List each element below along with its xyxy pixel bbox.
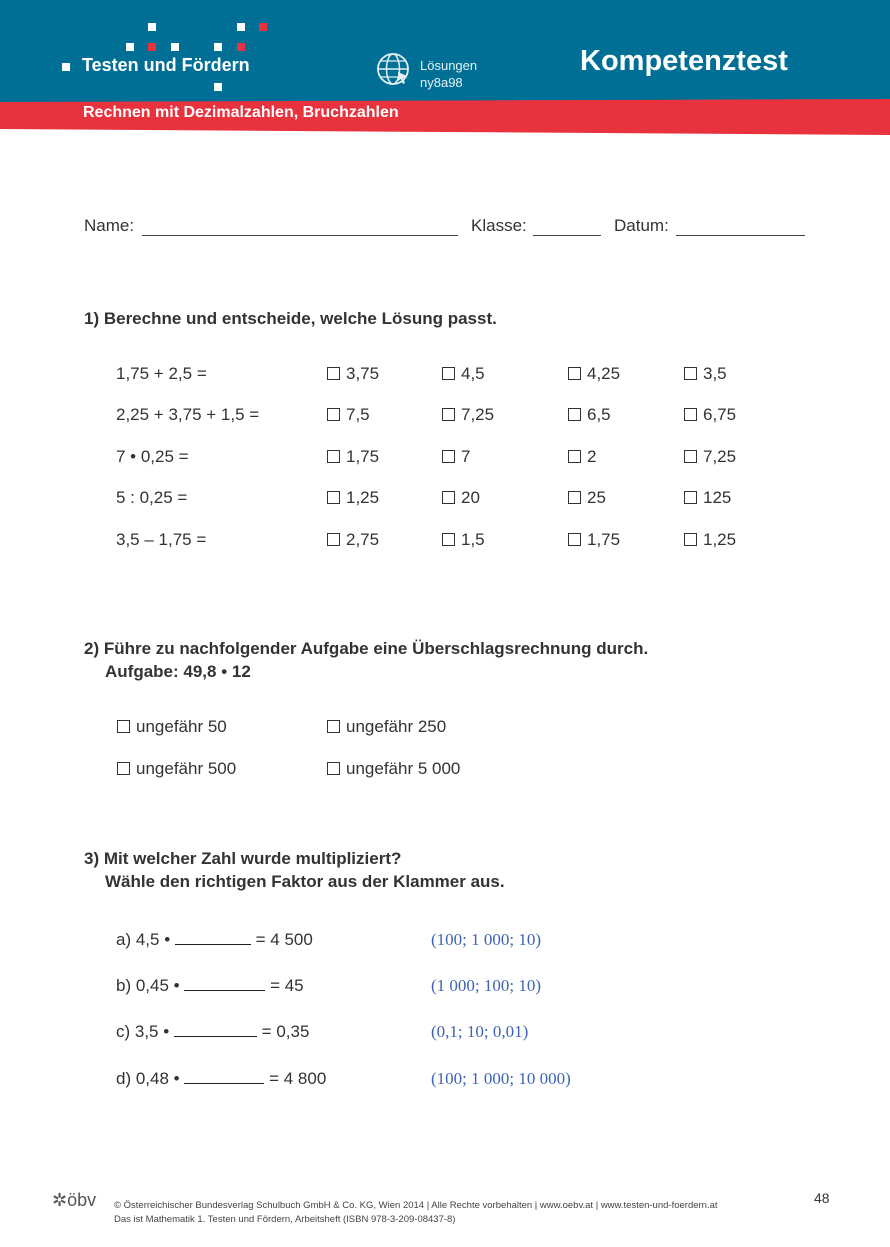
answer-blank[interactable]	[184, 1069, 264, 1084]
task2-option[interactable]: ungefähr 50	[117, 717, 227, 737]
datum-field[interactable]	[676, 235, 805, 236]
logo-square	[237, 43, 245, 51]
task3-item	[116, 1069, 326, 1089]
name-field[interactable]	[142, 235, 458, 236]
logo-square	[62, 63, 70, 71]
task3-right: = 45	[270, 976, 304, 995]
task3-item	[116, 930, 313, 950]
checkbox[interactable]	[684, 367, 697, 380]
task2-option[interactable]: ungefähr 5 000	[327, 759, 460, 779]
task1-expression: 2,25 + 3,75 + 1,5 =	[116, 405, 260, 424]
task1-option[interactable]: 1,25	[684, 530, 736, 550]
footer-copyright	[114, 1199, 718, 1227]
task3-left: d) 0,48 •	[116, 1069, 180, 1088]
checkbox[interactable]	[568, 450, 581, 463]
page-number: 48	[814, 1190, 830, 1206]
task3-choices: (0,1; 10; 0,01)	[431, 1022, 529, 1041]
checkbox[interactable]	[684, 491, 697, 504]
task3-item	[116, 1022, 309, 1042]
logo-square	[148, 43, 156, 51]
logo-square	[148, 23, 156, 31]
task3-left: b) 0,45 •	[116, 976, 180, 995]
task1-option[interactable]: 1,5	[442, 530, 485, 550]
task1-option[interactable]: 7	[442, 447, 470, 467]
task1-option[interactable]: 2,75	[327, 530, 379, 550]
checkbox[interactable]	[327, 367, 340, 380]
checkbox[interactable]	[442, 491, 455, 504]
klasse-field[interactable]	[533, 235, 601, 236]
publisher-logo: ✲öbv	[52, 1190, 97, 1210]
checkbox[interactable]	[327, 533, 340, 546]
task1-expression: 5 : 0,25 =	[116, 488, 188, 507]
task1-option[interactable]: 25	[568, 488, 606, 508]
task1-option[interactable]: 125	[684, 488, 731, 508]
checkbox[interactable]	[684, 408, 697, 421]
task1-option[interactable]: 7,5	[327, 405, 370, 425]
checkbox[interactable]	[117, 762, 130, 775]
task3-left: c) 3,5 •	[116, 1022, 170, 1041]
task1-option[interactable]: 1,25	[327, 488, 379, 508]
task3-subheading: Wähle den richtigen Faktor aus der Klammer aus.	[105, 872, 505, 891]
task1-option[interactable]: 4,25	[568, 364, 620, 384]
logo-square	[171, 43, 179, 51]
checkbox[interactable]	[327, 720, 340, 733]
datum-label: Datum:	[614, 216, 669, 235]
answer-blank[interactable]	[174, 1022, 257, 1037]
klasse-label: Klasse:	[471, 216, 527, 235]
brand-name: Testen und Fördern	[82, 55, 250, 75]
star-icon: ✲	[52, 1190, 68, 1210]
task1-expression: 3,5 – 1,75 =	[116, 530, 207, 549]
checkbox[interactable]	[442, 367, 455, 380]
task1-expression: 7 • 0,25 =	[116, 447, 189, 466]
checkbox[interactable]	[568, 491, 581, 504]
checkbox[interactable]	[117, 720, 130, 733]
loesungen-code[interactable]: ny8a98	[420, 75, 463, 90]
task3-choices: (100; 1 000; 10 000)	[431, 1069, 571, 1088]
footer-line: © Österreichischer Bundesverlag Schulbuch GmbH & Co. KG, Wien 2014 | Alle Rechte vorbehalten | www.oebv.at | www.testen-und-foerdern.at	[114, 1200, 718, 1211]
task1-option[interactable]: 1,75	[327, 447, 379, 467]
task1-expression: 1,75 + 2,5 =	[116, 364, 207, 383]
checkbox[interactable]	[327, 450, 340, 463]
checkbox[interactable]	[442, 533, 455, 546]
task3-heading: 3) Mit welcher Zahl wurde multipliziert?	[84, 849, 402, 868]
task1-heading: 1) Berechne und entscheide, welche Lösung passt.	[84, 309, 497, 328]
name-label: Name:	[84, 216, 135, 235]
task1-option[interactable]: 6,5	[568, 405, 611, 425]
task3-choices: (1 000; 100; 10)	[431, 976, 542, 995]
task1-option[interactable]: 2	[568, 447, 596, 467]
logo-square	[237, 23, 245, 31]
task1-option[interactable]: 6,75	[684, 405, 736, 425]
logo-square	[259, 23, 267, 31]
task1-option[interactable]: 3,75	[327, 364, 379, 384]
footer-line: Das ist Mathematik 1. Testen und Fördern, Arbeitsheft (ISBN 978-3-209-08437-8)	[114, 1214, 456, 1225]
loesungen-label: Lösungen	[420, 58, 478, 73]
checkbox[interactable]	[684, 450, 697, 463]
task1-option[interactable]: 20	[442, 488, 480, 508]
task1-option[interactable]: 4,5	[442, 364, 485, 384]
logo-square	[214, 43, 222, 51]
task2-subheading: Aufgabe: 49,8 • 12	[105, 662, 251, 681]
page-subtitle: Rechnen mit Dezimalzahlen, Bruchzahlen	[83, 104, 399, 121]
task1-option[interactable]: 7,25	[442, 405, 494, 425]
task2-option[interactable]: ungefähr 500	[117, 759, 236, 779]
task3-choices: (100; 1 000; 10)	[431, 930, 542, 949]
checkbox[interactable]	[442, 450, 455, 463]
task1-option[interactable]: 3,5	[684, 364, 727, 384]
task3-right: = 4 800	[269, 1069, 327, 1088]
globe-icon[interactable]	[376, 52, 410, 86]
task3-left: a) 4,5 •	[116, 930, 171, 949]
page-title: Kompetenztest	[580, 45, 788, 77]
checkbox[interactable]	[568, 533, 581, 546]
checkbox[interactable]	[568, 367, 581, 380]
task3-right: = 0,35	[261, 1022, 310, 1041]
checkbox[interactable]	[327, 408, 340, 421]
answer-blank[interactable]	[175, 930, 251, 945]
task2-heading: 2) Führe zu nachfolgender Aufgabe eine Überschlagsrechnung durch.	[84, 639, 649, 658]
task2-option[interactable]: ungefähr 250	[327, 717, 446, 737]
task1-option[interactable]: 7,25	[684, 447, 736, 467]
checkbox[interactable]	[568, 408, 581, 421]
task3-right: = 4 500	[255, 930, 313, 949]
logo-square	[214, 83, 222, 91]
logo-square	[126, 43, 134, 51]
task3-item	[116, 976, 304, 996]
checkbox[interactable]	[442, 408, 455, 421]
checkbox[interactable]	[684, 533, 697, 546]
checkbox[interactable]	[327, 491, 340, 504]
answer-blank[interactable]	[184, 976, 265, 991]
checkbox[interactable]	[327, 762, 340, 775]
task1-option[interactable]: 1,75	[568, 530, 620, 550]
